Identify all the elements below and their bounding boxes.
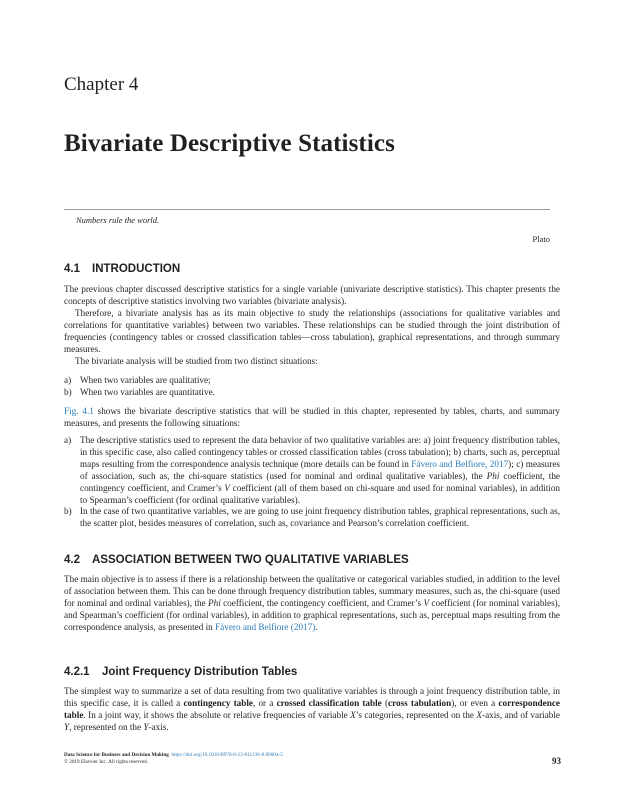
book-title: Data Science for Business and Decision Making [64, 752, 169, 758]
list-item [64, 506, 560, 530]
page-footer [64, 752, 283, 766]
page-number: 93 [552, 756, 561, 766]
section-number: 4.1 [64, 263, 80, 275]
list-marker: b) [64, 506, 72, 517]
list-item [64, 375, 560, 387]
situations-list [64, 375, 560, 399]
bold-term: cross tabulation [388, 697, 452, 708]
bold-term: crossed classification table [276, 697, 382, 708]
citation-link[interactable]: Fávero and Belfiore, 2017 [411, 458, 509, 469]
text-run: coefficient, the contingency coefficient, and Cramer’s [220, 597, 424, 608]
list-item [64, 387, 560, 399]
text-run: coefficient, the contingency coefficient, and Cramer’s [80, 470, 560, 493]
epigraph-divider [64, 209, 550, 210]
paragraph: The previous chapter discussed descriptive statistics for a single variable (univariate descriptive statistics). This chapter presents the concepts of descriptive statistics involving two variables (bivariate analysis). [64, 284, 560, 306]
subsection-title: Joint Frequency Distribution Tables [102, 666, 298, 678]
paragraph [64, 574, 560, 634]
text-run: The main objective is to assess if there is a relationship between the qualitative or categorical variables studied, in addition to the level of association between them. This can be done through frequency distribution tables, summary measures, such as, the chi-square (used for nominal and ordinal variables), the [64, 574, 560, 608]
section-title: ASSOCIATION BETWEEN TWO QUALITATIVE VARIABLES [92, 554, 409, 566]
paragraph [64, 406, 560, 430]
section-heading-4-1 [64, 263, 180, 275]
italic-term: X [350, 709, 356, 720]
text-run: . [315, 621, 318, 632]
text-run: ’s categories, represented on the [355, 709, 477, 720]
paragraph-text: shows the bivariate descriptive statistics that will be studied in this chapter, represented by tables, charts, and summary measures, and presents the following situations: [64, 406, 560, 428]
statistics-list [64, 435, 560, 530]
text-run: coefficient (all of them based on chi-square and used for nominal variables), in addition to Spearman’s coefficient (for ordinal qualitative variables). [80, 482, 561, 505]
text-run: , represented on the [69, 721, 144, 732]
epigraph-quote: Numbers rule the world. [76, 215, 160, 225]
epigraph-attribution: Plato [532, 234, 550, 244]
section-number: 4.2 [64, 554, 80, 566]
subsection-number: 4.2.1 [64, 666, 90, 678]
copyright: © 2019 Elsevier Inc. All rights reserved. [64, 759, 149, 765]
text-run: . In a joint way, it shows the absolute or relative frequencies of variable [83, 709, 351, 720]
italic-term: X [476, 709, 483, 720]
italic-term: Phi [486, 470, 500, 481]
text-run: ); c) measures of association, such as, the chi-square statistics (used for nominal and ordinal qualitative variables), the [80, 458, 560, 481]
citation-link[interactable]: Fávero and Belfiore (2017) [215, 621, 316, 632]
figure-link[interactable]: Fig. 4.1 [64, 406, 94, 416]
paragraph: Therefore, a bivariate analysis has as its main objective to study the relationships (associations for qualitative variables and correlations for quantitative variables) between two variables. These relationships can be studied through the joint distribution of frequencies (contingency tables or crossed classification tables—cross tabulation), graphical representations, and through summary measures. [64, 308, 560, 354]
paragraph [64, 686, 560, 734]
list-item [64, 435, 560, 506]
subsection-heading-4-2-1 [64, 666, 297, 678]
list-text: In the case of two quantitative variables, we are going to use joint frequency distribution tables, graphical representations, such as, the scatter plot, besides measures of correlation, such as, covariance and Pearson’s correlation coefficient. [80, 506, 560, 529]
text-run: -axis. [148, 721, 169, 732]
text-run: ( [381, 697, 389, 708]
bold-term: contingency table [183, 697, 253, 708]
list-marker: b) [64, 386, 72, 397]
list-text: When two variables are quantitative. [80, 386, 215, 397]
bold-term: correspondence table [64, 697, 561, 720]
text-run: ), or even a [451, 697, 499, 708]
list-marker: a) [64, 375, 72, 385]
text-run: The descriptive statistics used to represent the data behavior of two qualitative variables are: a) joint frequency distribution tables, in this specific case, also called contingency tables or crossed classification tables (cross tabulation); b) charts, such as, perceptual maps resulting from the correspondence analysis technique (more details can be found in [80, 435, 560, 469]
italic-term: Phi [207, 597, 221, 608]
italic-term: V [423, 597, 430, 608]
section-heading-4-2 [64, 554, 409, 566]
text-run: The simplest way to summarize a set of data resulting from two qualitative variables is through a joint frequency distribution table, in this specific case, it is called a [64, 686, 560, 708]
italic-term: V [224, 482, 230, 493]
chapter-title: Bivariate Descriptive Statistics [64, 130, 395, 157]
doi-link[interactable]: https://doi.org/10.1016/B978-0-12-811216-8.00004-5 [171, 752, 283, 758]
paragraph: The bivariate analysis will be studied from two distinct situations: [75, 356, 318, 366]
chapter-label: Chapter 4 [64, 74, 139, 95]
text-run: , or a [252, 697, 277, 708]
section-title: INTRODUCTION [92, 263, 181, 275]
italic-term: Y [64, 721, 70, 732]
italic-term: Y [143, 721, 149, 732]
text-run: -axis, and of variable [482, 709, 560, 720]
text-run: coefficient (for nominal variables), and Spearman’s coefficient (for ordinal variables), in addition to graphical representations, such as, perceptual maps resulting from the correspondence analysis, as presented in [64, 597, 560, 632]
list-text [80, 435, 560, 506]
list-marker: a) [64, 435, 72, 445]
list-text: When two variables are qualitative; [80, 375, 211, 385]
